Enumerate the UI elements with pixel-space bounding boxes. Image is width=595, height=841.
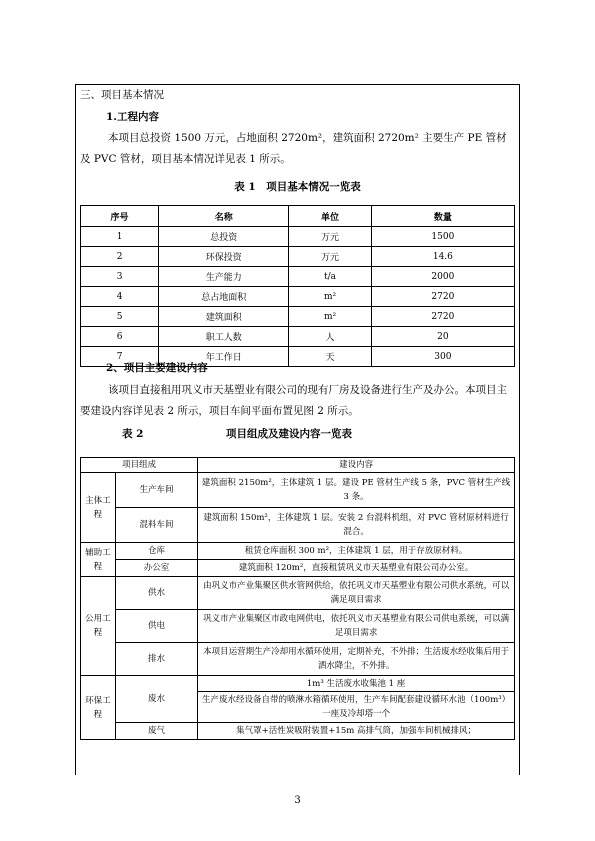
- table2-caption-title: 项目组成及建设内容一览表: [226, 428, 352, 440]
- table-row: [81, 676, 515, 692]
- row-content: 集气罩+活性炭吸附装置+15m 高排气筒，加强车间机械排风；: [198, 723, 515, 740]
- paragraph-construction: 该项目直接租用巩义市天基塑业有限公司的现有厂房及设备进行生产及办公。本项目主要建设内容详见表 2 所示，项目车间平面布置见图 2 所示。: [80, 384, 507, 417]
- row-content: 1m³ 生活废水收集池 1 座: [198, 676, 515, 692]
- table-row: [81, 610, 515, 643]
- row-content: 巩义市产业集聚区市政电网供电，依托巩义市天基塑业有限公司供电系统，可以满足项目需求: [198, 610, 515, 643]
- table1-caption: 表 1 项目基本情况一览表: [234, 181, 361, 193]
- table-row: [81, 577, 515, 610]
- heading-engineering-content: 1.工程内容: [106, 111, 159, 123]
- heading-construction-content: 2、项目主要建设内容: [106, 362, 208, 374]
- col-header: 单位: [289, 206, 371, 227]
- group-main: 主体工程: [81, 473, 116, 543]
- table-header-row: [81, 206, 515, 227]
- row-name: 废气: [115, 723, 197, 740]
- group-env: 环保工程: [81, 676, 116, 740]
- table-row: [81, 560, 515, 577]
- cell: 2720: [371, 287, 514, 307]
- cell: 1: [81, 227, 159, 247]
- row-name: 废水: [115, 676, 197, 723]
- table-row: [81, 327, 515, 347]
- group-aux: 辅助工程: [81, 543, 116, 577]
- table-header-row: [81, 458, 515, 473]
- cell: m²: [289, 287, 371, 307]
- row-name: 仓库: [115, 543, 197, 560]
- content-frame: [75, 84, 520, 775]
- cell: 300: [371, 347, 514, 367]
- table2-caption-number: 表 2: [122, 428, 144, 440]
- table-row: [81, 267, 515, 287]
- construction-content-table: [80, 457, 515, 740]
- row-content: 生产废水经设备自带的喷淋水箱循环使用，生产车间配套建设循环水池（100m³）一座及冷却塔一个: [198, 692, 515, 723]
- cell: 环保投资: [159, 247, 289, 267]
- cell: m²: [289, 307, 371, 327]
- row-content: 本项目运营期生产冷却用水循环使用，定期补充，不外排；生活废水经收集后用于洒水降尘，不外排。: [198, 643, 515, 676]
- cell: 职工人数: [159, 327, 289, 347]
- header-construction-content: 建设内容: [198, 458, 515, 473]
- row-content: 租赁仓库面积 300 m²，主体建筑 1 层，用于存放原材料。: [198, 543, 515, 560]
- row-name: 生产车间: [115, 473, 197, 508]
- table-row: [81, 307, 515, 327]
- table-row: [81, 287, 515, 307]
- cell: 2000: [371, 267, 514, 287]
- cell: t/a: [289, 267, 371, 287]
- basic-info-table: [80, 205, 515, 367]
- table-row: [81, 543, 515, 560]
- cell: 20: [371, 327, 514, 347]
- table-row: [81, 508, 515, 543]
- col-header: 序号: [81, 206, 159, 227]
- table-row: [81, 643, 515, 676]
- cell: 总占地面积: [159, 287, 289, 307]
- paragraph-overview: 本项目总投资 1500 万元，占地面积 2720m²，建筑面积 2720m² 主要生产 PE 管材及 PVC 管材，项目基本情况详见表 1 所示。: [80, 132, 507, 165]
- row-content: 建筑面积 150m²，主体建筑 1 层。安装 2 台混料机组，对 PVC 管材原材料进行混合。: [198, 508, 515, 543]
- page-number: 3: [294, 795, 301, 806]
- cell: 建筑面积: [159, 307, 289, 327]
- table-row: [81, 247, 515, 267]
- section-title: 三、项目基本情况: [80, 89, 164, 101]
- cell: 年工作日: [159, 347, 289, 367]
- row-name: 供水: [115, 577, 197, 610]
- col-header: 数量: [371, 206, 514, 227]
- row-name: 供电: [115, 610, 197, 643]
- col-header: 名称: [159, 206, 289, 227]
- cell: 4: [81, 287, 159, 307]
- cell: 万元: [289, 227, 371, 247]
- cell: 2: [81, 247, 159, 267]
- table-row: [81, 723, 515, 740]
- cell: 总投资: [159, 227, 289, 247]
- cell: 14.6: [371, 247, 514, 267]
- cell: 生产能力: [159, 267, 289, 287]
- row-name: 排水: [115, 643, 197, 676]
- row-content: 建筑面积 120m²，直接租赁巩义市天基塑业有限公司办公室。: [198, 560, 515, 577]
- cell: 1500: [371, 227, 514, 247]
- table-row: [81, 227, 515, 247]
- group-public: 公用工程: [81, 577, 116, 676]
- table-row: [81, 473, 515, 508]
- header-project-composition: 项目组成: [81, 458, 198, 473]
- cell: 2720: [371, 307, 514, 327]
- row-name: 办公室: [115, 560, 197, 577]
- cell: 5: [81, 307, 159, 327]
- row-name: 混料车间: [115, 508, 197, 543]
- cell: 万元: [289, 247, 371, 267]
- cell: 6: [81, 327, 159, 347]
- cell: 3: [81, 267, 159, 287]
- cell: 7: [81, 347, 159, 367]
- row-content: 建筑面积 2150m²，主体建筑 1 层。建设 PE 管材生产线 5 条，PVC 管材生产线 3 条。: [198, 473, 515, 508]
- cell: 人: [289, 327, 371, 347]
- cell: 天: [289, 347, 371, 367]
- row-content: 由巩义市产业集聚区供水管网供给，依托巩义市天基塑业有限公司供水系统，可以满足项目需求: [198, 577, 515, 610]
